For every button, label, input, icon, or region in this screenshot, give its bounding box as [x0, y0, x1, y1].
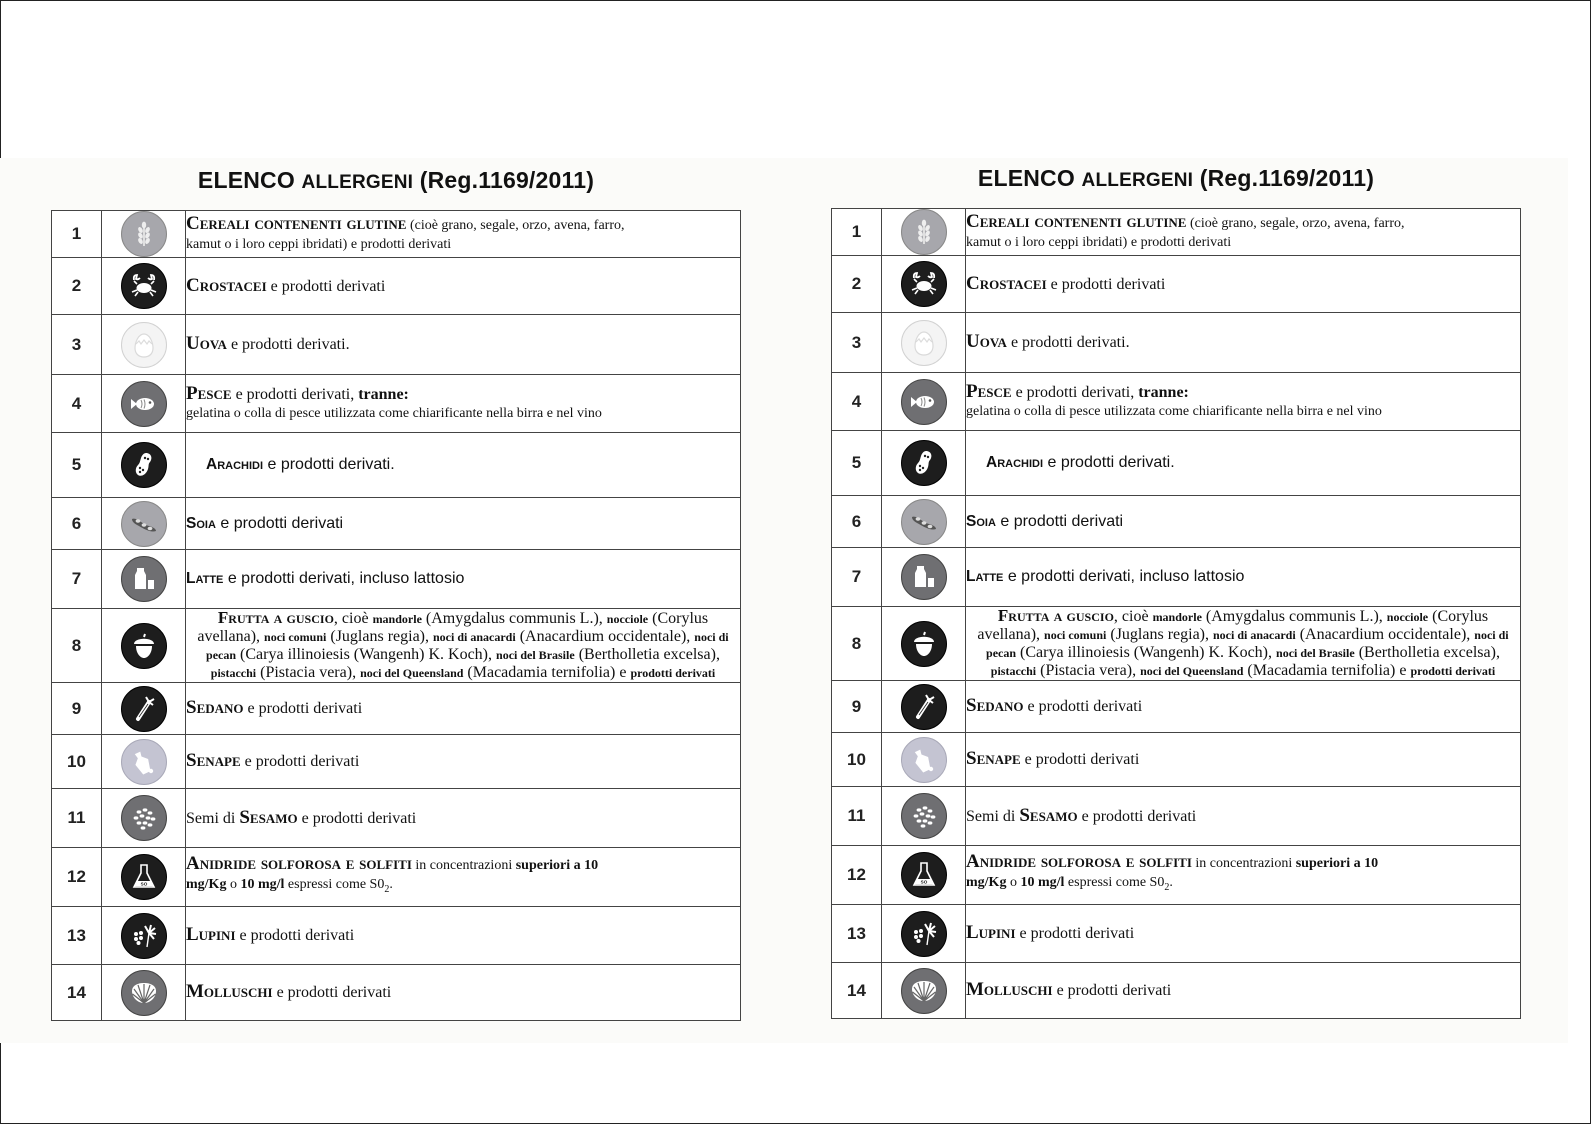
allergen-prefix: Semi di — [966, 807, 1020, 825]
table-row — [52, 735, 741, 789]
table-row — [832, 681, 1521, 733]
allergen-name: Latte — [966, 568, 1004, 585]
nut-macadamia: noci del Queensland — [1140, 664, 1244, 678]
allergen-description — [186, 211, 741, 258]
fish-icon — [121, 381, 167, 427]
allergen-description — [966, 209, 1521, 256]
wheat-icon — [901, 209, 947, 255]
table-row — [832, 373, 1521, 431]
nut-icon — [121, 623, 167, 669]
table-row — [832, 209, 1521, 256]
nut-derived: prodotti derivati — [630, 666, 716, 680]
allergen-name: Uova — [966, 331, 1007, 352]
celery-icon — [901, 684, 947, 730]
detail-part: (Juglans regia), — [1106, 626, 1213, 643]
row-number: 13 — [832, 905, 882, 963]
allergen-panel-right — [831, 160, 1521, 1019]
allergen-detail: e prodotti derivati — [266, 277, 386, 295]
detail-part: (Amygdalus communis L.), — [421, 610, 607, 627]
allergen-description — [966, 431, 1521, 496]
lupin-icon — [121, 913, 167, 959]
allergen-detail: e prodotti derivati — [995, 512, 1124, 530]
allergen-detail: e prodotti derivati. — [263, 456, 395, 473]
row-number: 3 — [832, 313, 882, 373]
allergen-unit-1: mg/Kg — [966, 874, 1007, 890]
allergen-name: Lupini — [966, 922, 1016, 943]
nut-cashew: noci di anacardi — [433, 630, 516, 644]
detail-part: (Anacardium occidentale), — [1295, 626, 1475, 643]
allergen-detail: e prodotti derivati, — [1011, 383, 1135, 401]
allergen-description — [186, 258, 741, 315]
allergen-name: Molluschi — [966, 979, 1053, 1000]
allergen-name: Anidride solforosa e solfiti — [966, 850, 1192, 872]
table-row — [52, 258, 741, 315]
allergen-exception: tranne: — [354, 385, 409, 403]
table-row — [832, 905, 1521, 963]
nut-derived: prodotti derivati — [1410, 664, 1496, 678]
shell-icon — [121, 970, 167, 1016]
table-row — [52, 375, 741, 433]
allergen-name: Sedano — [966, 695, 1024, 716]
row-number: 11 — [832, 787, 882, 846]
nut-macadamia: noci del Queensland — [360, 666, 464, 680]
milk-icon — [121, 556, 167, 602]
allergen-description — [966, 373, 1521, 431]
allergen-description — [966, 681, 1521, 733]
detail-part: (Amygdalus communis L.), — [1201, 608, 1387, 625]
title-regulation: (Reg.1169/2011) — [1199, 165, 1375, 191]
allergen-name: Soia — [186, 514, 216, 532]
allergen-panel-left — [51, 162, 741, 1021]
allergen-name: Uova — [186, 333, 227, 354]
allergen-name: Anidride solforosa e solfiti — [186, 852, 412, 874]
table-row — [832, 963, 1521, 1019]
allergen-unit-2: 10 mg/l — [240, 876, 285, 892]
allergen-table — [51, 210, 741, 1021]
row-number: 10 — [52, 735, 102, 789]
detail-part: , cioè — [333, 610, 373, 627]
egg-icon — [121, 322, 167, 368]
row-number: 11 — [52, 789, 102, 848]
nut-pecan: noci di pecan — [206, 630, 729, 662]
allergen-detail: (cioè grano, segale, orzo, avena, farro, — [406, 217, 625, 233]
celery-icon — [121, 686, 167, 732]
allergen-detail: e prodotti derivati — [272, 984, 392, 1001]
allergen-description — [186, 683, 741, 735]
allergen-name: Frutta a guscio — [217, 608, 334, 627]
nut-icon — [901, 621, 947, 667]
sesame-icon — [121, 795, 167, 841]
allergen-description — [966, 846, 1521, 905]
nut-pistachio: pistacchi — [990, 664, 1037, 678]
mustard-icon — [901, 737, 947, 783]
allergen-name: Arachidi — [206, 456, 264, 473]
allergen-detail: e prodotti derivati. — [1043, 454, 1175, 471]
allergen-name: Senape — [966, 748, 1021, 769]
table-row — [832, 548, 1521, 607]
allergen-name: Sedano — [186, 697, 244, 718]
nut-brazil: noci del Brasile — [496, 648, 575, 662]
nut-hazelnut: nocciole — [1386, 610, 1429, 624]
detail-part: , cioè — [1113, 608, 1153, 625]
sulphite-icon — [901, 852, 947, 898]
table-row — [832, 733, 1521, 787]
nut-almond: mandorle — [1152, 610, 1202, 624]
allergen-name: Latte — [186, 570, 224, 587]
detail-part: (Corylus avellana), — [197, 610, 709, 645]
row-number: 1 — [832, 209, 882, 256]
mustard-icon — [121, 739, 167, 785]
detail-part: espressi come S0 — [284, 876, 385, 892]
allergen-description — [966, 256, 1521, 313]
allergen-description — [186, 735, 741, 789]
detail-part: (Juglans regia), — [326, 628, 433, 645]
nut-pecan: noci di pecan — [986, 628, 1509, 660]
table-row — [52, 848, 741, 907]
row-number: 2 — [52, 258, 102, 315]
table-row — [832, 787, 1521, 846]
allergen-description — [186, 375, 741, 433]
detail-part: (Carya illinoiesis (Wangenh) K. Koch), — [236, 646, 497, 663]
row-number: 5 — [52, 433, 102, 498]
row-number: 9 — [832, 681, 882, 733]
allergen-description — [966, 787, 1521, 846]
allergen-name: Sesamo — [1019, 804, 1078, 826]
table-row — [832, 431, 1521, 496]
allergen-unit-2: 10 mg/l — [1020, 874, 1065, 890]
panel-title — [51, 162, 741, 210]
row-number: 9 — [52, 683, 102, 735]
allergen-prefix: Semi di — [186, 809, 240, 827]
title-regulation: (Reg.1169/2011) — [419, 167, 595, 193]
allergen-description — [966, 607, 1521, 681]
crab-icon — [121, 263, 167, 309]
detail-part: (Anacardium occidentale), — [515, 628, 695, 645]
detail-part: (Corylus avellana), — [977, 608, 1489, 643]
wheat-icon — [121, 211, 167, 257]
table-row — [52, 965, 741, 1021]
allergen-detail: e prodotti derivati, incluso lattosio — [223, 570, 465, 587]
row-number: 8 — [52, 609, 102, 683]
allergen-threshold: superiori a 10 — [515, 857, 599, 873]
table-row — [52, 550, 741, 609]
detail-part: o — [1006, 874, 1021, 890]
allergen-detail: e prodotti derivati, — [231, 385, 355, 403]
detail-part: (Pistacia vera), — [256, 664, 361, 681]
peanut-icon — [901, 440, 947, 486]
detail-part: (Macadamia ternifolia) e — [1243, 662, 1411, 679]
soy-icon — [901, 499, 947, 545]
nut-walnut: noci comuni — [264, 630, 327, 644]
table-row — [52, 498, 741, 550]
allergen-name: Lupini — [186, 924, 236, 945]
sulphite-badge-text: SO — [920, 879, 927, 885]
allergen-name: Senape — [186, 750, 241, 771]
sulphite-badge-text: SO — [140, 881, 147, 887]
allergen-detail: e prodotti derivati. — [226, 336, 350, 353]
allergen-description — [186, 609, 741, 683]
subscript: 2 — [384, 884, 390, 896]
row-number: 12 — [52, 848, 102, 907]
allergen-description — [186, 550, 741, 609]
allergen-name: Cereali contenenti glutine — [186, 212, 407, 234]
table-row — [832, 256, 1521, 313]
detail-part: . — [389, 876, 393, 892]
allergen-detail: e prodotti derivati, incluso lattosio — [1003, 568, 1245, 585]
allergen-name: Arachidi — [986, 454, 1044, 471]
allergen-name: Frutta a guscio — [997, 606, 1114, 625]
allergen-name: Pesce — [966, 380, 1012, 402]
row-number: 7 — [52, 550, 102, 609]
lupin-icon — [901, 911, 947, 957]
table-row — [832, 607, 1521, 681]
allergen-description — [966, 733, 1521, 787]
row-number: 13 — [52, 907, 102, 965]
allergen-detail: e prodotti derivati — [240, 753, 360, 770]
nut-brazil: noci del Brasile — [1276, 646, 1355, 660]
title-main: ELENCO — [977, 165, 1075, 191]
detail-part: (Bertholletia excelsa), — [1354, 644, 1500, 661]
allergen-name: Soia — [966, 512, 996, 530]
nut-walnut: noci comuni — [1044, 628, 1107, 642]
allergen-detail-line2: gelatina o colla di pesce utilizzata come chiarificante nella birra e nel vino — [966, 403, 1382, 419]
allergen-detail: e prodotti derivati — [235, 927, 355, 944]
row-number: 12 — [832, 846, 882, 905]
nut-hazelnut: nocciole — [606, 612, 649, 626]
row-number: 3 — [52, 315, 102, 375]
allergen-detail: in concentrazioni — [411, 857, 516, 873]
table-row — [52, 433, 741, 498]
allergen-detail-line2: kamut o i loro ceppi ibridati) e prodotti derivati — [186, 236, 452, 252]
allergen-detail: e prodotti derivati — [1052, 982, 1172, 999]
allergen-detail: e prodotti derivati — [215, 514, 344, 532]
allergen-detail-line2: kamut o i loro ceppi ibridati) e prodotti derivati — [966, 234, 1232, 250]
allergen-name: Cereali contenenti glutine — [966, 210, 1187, 232]
allergen-detail: e prodotti derivati — [1015, 925, 1135, 942]
table-row — [52, 907, 741, 965]
detail-part: (Carya illinoiesis (Wangenh) K. Koch), — [1016, 644, 1277, 661]
table-row — [52, 315, 741, 375]
sulphite-icon — [121, 854, 167, 900]
crab-icon — [901, 261, 947, 307]
row-number: 4 — [832, 373, 882, 431]
allergen-description — [186, 907, 741, 965]
allergen-detail: e prodotti derivati — [297, 809, 417, 827]
nut-cashew: noci di anacardi — [1213, 628, 1296, 642]
allergen-detail: (cioè grano, segale, orzo, avena, farro, — [1186, 215, 1405, 231]
allergen-table — [831, 208, 1521, 1019]
allergen-description — [186, 965, 741, 1021]
allergen-detail: e prodotti derivati — [1046, 275, 1166, 293]
subscript: 2 — [1164, 882, 1170, 894]
allergen-description — [186, 433, 741, 498]
row-number: 5 — [832, 431, 882, 496]
shell-icon — [901, 968, 947, 1014]
allergen-description — [966, 905, 1521, 963]
egg-icon — [901, 320, 947, 366]
table-row — [832, 846, 1521, 905]
allergen-name: Crostacei — [186, 274, 267, 296]
allergen-threshold: superiori a 10 — [1295, 855, 1379, 871]
detail-part: (Macadamia ternifolia) e — [463, 664, 631, 681]
allergen-description — [186, 848, 741, 907]
row-number: 14 — [832, 963, 882, 1019]
row-number: 6 — [52, 498, 102, 550]
allergen-description — [186, 315, 741, 375]
allergen-description — [966, 963, 1521, 1019]
allergen-name: Pesce — [186, 382, 232, 404]
allergen-description — [966, 313, 1521, 373]
row-number: 2 — [832, 256, 882, 313]
allergen-exception: tranne: — [1134, 383, 1189, 401]
allergen-detail-line2: gelatina o colla di pesce utilizzata come chiarificante nella birra e nel vino — [186, 405, 602, 421]
table-row — [52, 683, 741, 735]
allergen-description — [966, 548, 1521, 607]
peanut-icon — [121, 442, 167, 488]
table-row — [52, 789, 741, 848]
milk-icon — [901, 554, 947, 600]
allergen-name: Crostacei — [966, 272, 1047, 294]
allergen-name: Molluschi — [186, 981, 273, 1002]
allergen-description — [186, 789, 741, 848]
table-row — [832, 313, 1521, 373]
nut-almond: mandorle — [372, 612, 422, 626]
title-allergeni: ALLERGENI — [1081, 170, 1194, 191]
allergen-unit-1: mg/Kg — [186, 876, 227, 892]
table-row — [52, 211, 741, 258]
fish-icon — [901, 379, 947, 425]
panel-title — [831, 160, 1521, 208]
row-number: 6 — [832, 496, 882, 548]
allergen-detail: e prodotti derivati — [1020, 751, 1140, 768]
detail-part: o — [226, 876, 241, 892]
sesame-icon — [901, 793, 947, 839]
detail-part: (Bertholletia excelsa), — [574, 646, 720, 663]
row-number: 10 — [832, 733, 882, 787]
allergen-detail: in concentrazioni — [1191, 855, 1296, 871]
detail-part: . — [1169, 874, 1173, 890]
allergen-detail: e prodotti derivati. — [1006, 334, 1130, 351]
allergen-description — [966, 496, 1521, 548]
allergen-detail: e prodotti derivati — [1077, 807, 1197, 825]
detail-part: (Pistacia vera), — [1036, 662, 1141, 679]
table-row — [52, 609, 741, 683]
title-allergeni: ALLERGENI — [301, 172, 414, 193]
detail-part: espressi come S0 — [1064, 874, 1165, 890]
table-row — [832, 496, 1521, 548]
row-number: 8 — [832, 607, 882, 681]
allergen-description — [186, 498, 741, 550]
nut-pistachio: pistacchi — [210, 666, 257, 680]
row-number: 14 — [52, 965, 102, 1021]
soy-icon — [121, 501, 167, 547]
allergen-name: Sesamo — [239, 806, 298, 828]
row-number: 4 — [52, 375, 102, 433]
row-number: 1 — [52, 211, 102, 258]
title-main: ELENCO — [197, 167, 295, 193]
row-number: 7 — [832, 548, 882, 607]
allergen-detail: e prodotti derivati — [1023, 698, 1143, 715]
allergen-detail: e prodotti derivati — [243, 700, 363, 717]
